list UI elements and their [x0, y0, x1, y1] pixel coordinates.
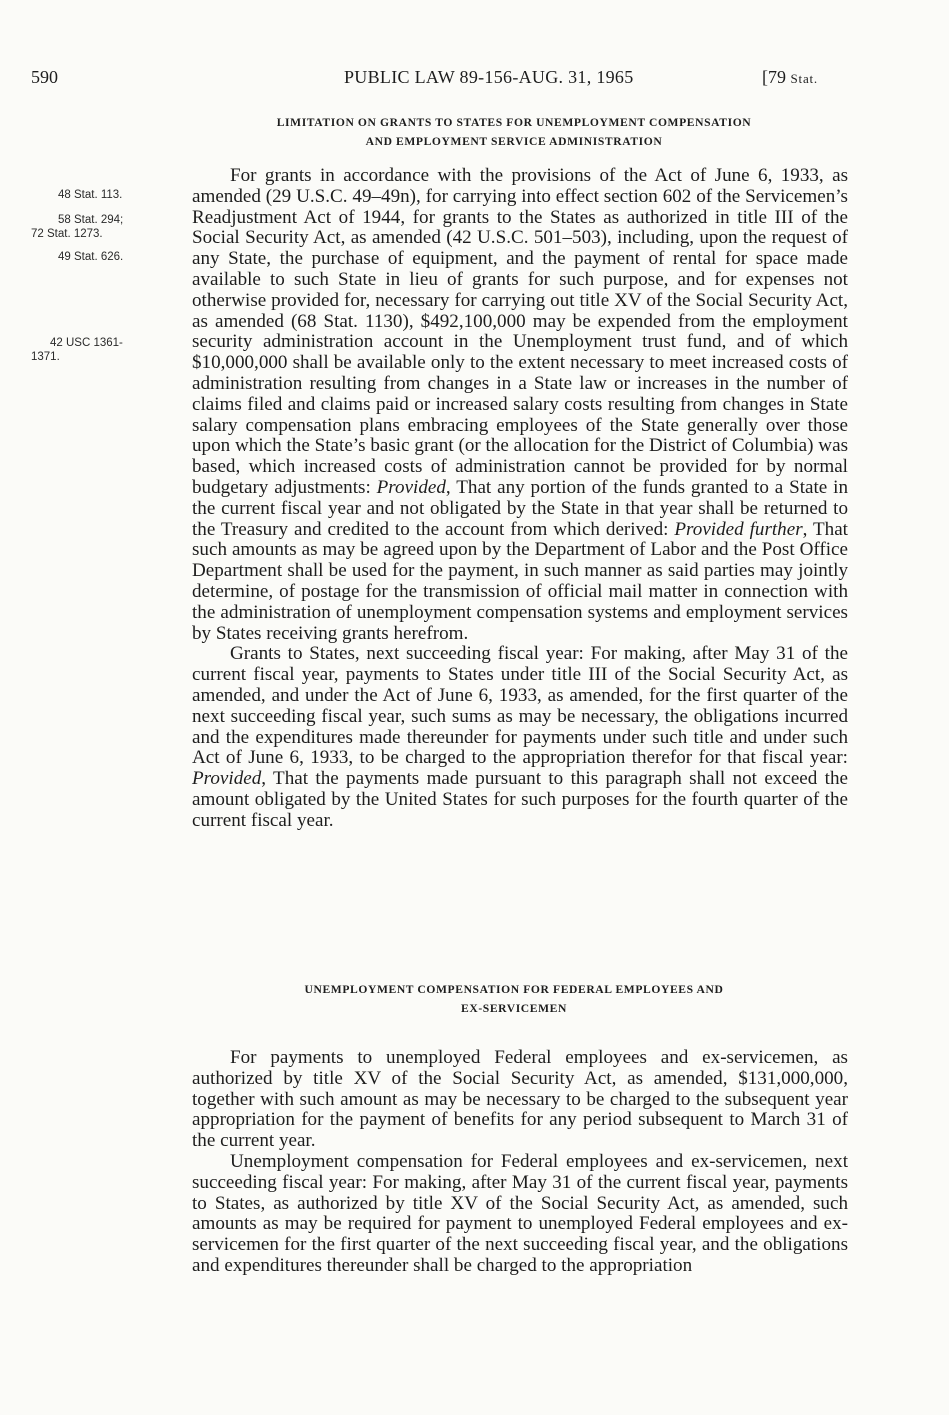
section-heading-federal-employees: [176, 980, 852, 1018]
paragraph: [192, 166, 848, 644]
text-run: Unemployment compensation for Federal employees and ex-servicemen, next succeeding fiscal year: For making, after May 31 of the current fiscal year, payments to States, as authorized by title XV of the Social Security Act, as amended, such amounts as may be required for payment to unemployed Federal employees and ex-servicemen for the first quarter of the next succeeding fiscal year, and the obligations and expenditures thereunder shall be charged to the appropriation: [192, 1150, 848, 1276]
heading-line: AND EMPLOYMENT SERVICE ADMINISTRATION: [365, 135, 663, 148]
italic-run: Provided further: [674, 518, 803, 540]
text-run: , That the payments made pursuant to this paragraph shall not exceed the amount obligated by the United States for such purposes for the fourth quarter of the current fiscal year.: [192, 768, 848, 831]
section-body-limitation: [192, 166, 848, 832]
volume-reference: [762, 67, 818, 88]
margin-note: 49 Stat. 626.: [58, 251, 124, 263]
text-run: , That such amounts as may be agreed upon by the Department of Labor and the Post Office Department shall be used for the payment, in such manner as said parties may jointly determine, of postage for the transmission of official mail matter in connection with the administration of unemployment compensation systems and employment services by States receiving grants herefrom.: [192, 518, 848, 644]
italic-run: Provided: [192, 768, 262, 790]
text-run: For grants in accordance with the provisions of the Act of June 6, 1933, as amended (29 U.S.C. 49–49n), for carrying into effect section 602 of the Servicemen’s Readjustment Act of 1944, for grants to the States as authorized in title III of the Social Security Act, as amended (42 U.S.C. 501–503), including, upon the request of any State, the purchase of equipment, and the payment of rental for space made available to such State in lieu of grants for such purpose, and for expenses not otherwise provided for, necessary for carrying out title XV of the Social Security Act, as amended (68 Stat. 1130), $492,100,000 may be expended from the employment security administration account in the Unemployment trust fund, and of which $10,000,000 shall be available only to the extent necessary to meet increased costs of administration resulting from changes in a State law or increases in the number of claims filed and claims paid or increased salary costs resulting from changes in State salary compensation plans embracing employees of the State generally over those upon which the State’s basic grant (or the allocation for the District of Columbia) was based, which increased costs of administration cannot be provided for by normal budgetary adjustments:: [192, 165, 848, 498]
paragraph: [192, 1152, 848, 1277]
margin-note: 1371.: [31, 351, 60, 363]
margin-note: 42 USC 1361-: [50, 337, 123, 349]
text-run: For payments to unemployed Federal employees and ex-servicemen, as authorized by title XV of the Social Security Act, as amended, $131,000,000, together with such amount as may be necessary to be charged to the subsequent year appropriation for the payment of benefits for any period subsequent to March 31 of the current year.: [192, 1047, 848, 1152]
volume-abbrev: Stat.: [790, 71, 818, 86]
running-head: PUBLIC LAW 89-156-AUG. 31, 1965: [344, 67, 634, 87]
heading-line: UNEMPLOYMENT COMPENSATION FOR FEDERAL EMPLOYEES AND: [304, 983, 724, 996]
page-number: 590: [31, 67, 58, 87]
heading-line: EX-SERVICEMEN: [461, 1002, 567, 1015]
section-heading-limitation: [176, 113, 852, 151]
margin-note: 48 Stat. 113.: [58, 189, 123, 201]
section-body-federal-employees: [192, 1048, 848, 1277]
paragraph: [192, 1048, 848, 1152]
italic-run: Provided: [376, 476, 446, 498]
volume-bracket: [79: [762, 67, 791, 87]
paragraph: [192, 644, 848, 831]
margin-note: 72 Stat. 1273.: [31, 228, 103, 240]
text-run: , That any portion of the funds granted to a State in the current fiscal year and not obligated by the State in that year shall be returned to the Treasury and credited to the account from which derived:: [192, 476, 849, 540]
text-run: Grants to States, next succeeding fiscal year: For making, after May 31 of the current fiscal year, payments to States under title III of the Social Security Act, as amended, and under the Act of June 6, 1933, as amended, for the first quarter of the next succeeding fiscal year, such sums as may be necessary, the obligations incurred and the expenditures made thereunder for payments under such title and under such Act of June 6, 1933, to be charged to the appropriation therefor for that fiscal year:: [192, 643, 848, 769]
heading-line: LIMITATION ON GRANTS TO STATES FOR UNEMPLOYMENT COMPENSATION: [276, 116, 752, 129]
margin-note: 58 Stat. 294;: [58, 214, 124, 226]
